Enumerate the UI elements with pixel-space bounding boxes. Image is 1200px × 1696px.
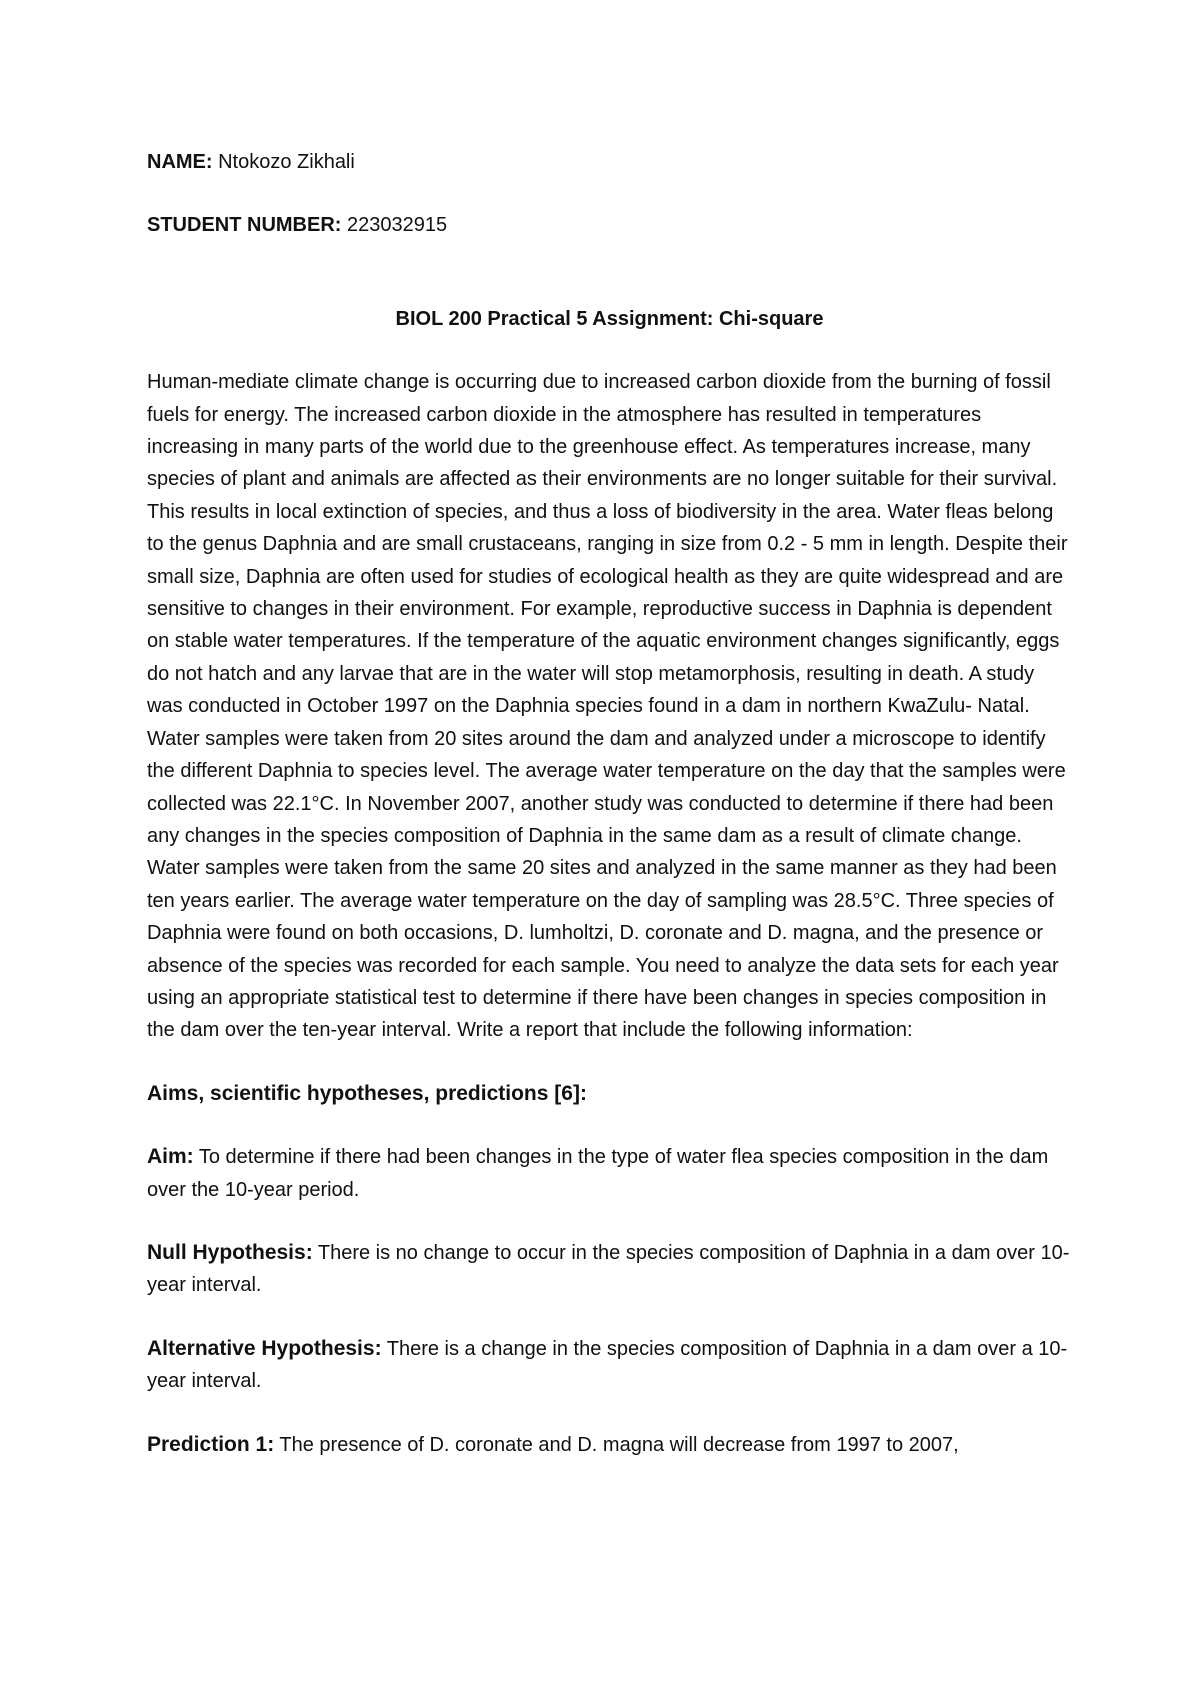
aim-paragraph [147, 1141, 1072, 1206]
aim-label: Aim: [147, 1145, 194, 1169]
aim-text: To determine if there had been changes in the type of water flea species composition in the dam over the 10-year period. [147, 1146, 1049, 1201]
student-number-line [147, 209, 1072, 241]
document-title: BIOL 200 Practical 5 Assignment: Chi-square [395, 307, 824, 330]
prediction-1-paragraph [147, 1429, 1072, 1461]
null-hypothesis-paragraph [147, 1237, 1072, 1302]
document-body [147, 146, 1072, 1492]
alternative-hypothesis-label: Alternative Hypothesis: [147, 1336, 382, 1360]
null-hypothesis-text: There is no change to occur in the species composition of Daphnia in a dam over 10-year interval. [147, 1241, 1070, 1297]
name-value: Ntokozo Zikhali [212, 151, 355, 173]
student-number-value: 223032915 [341, 214, 448, 237]
prediction-1-text: The presence of D. coronate and D. magna will decrease from 1997 to 2007, [274, 1433, 959, 1456]
name-line [147, 146, 1072, 178]
name-label: NAME: [147, 151, 213, 173]
alternative-hypothesis-paragraph [147, 1333, 1072, 1398]
prediction-1-label: Prediction 1: [147, 1432, 275, 1456]
intro-paragraph: Human-mediate climate change is occurring due to increased carbon dioxide from the burning of fossil fuels for energy. The increased carbon dioxide in the atmosphere has resulted in temperatures increasing in many parts of the world due to the greenhouse effect. As temperatures increase, many species of plant and animals are affected as their environments are no longer suitable for their survival. This results in local extinction of species, and thus a loss of biodiversity in the area. Water fleas belong to the genus Daphnia and are small crustaceans, ranging in size from 0.2 - 5 mm in length. Despite their small size, Daphnia are often used for studies of ecological health as they are quite widespread and are sensitive to changes in their environment. For example, reproductive success in Daphnia is dependent on stable water temperatures. If the temperature of the aquatic environment changes significantly, eggs do not hatch and any larvae that are in the water will stop metamorphosis, resulting in death. A study was conducted in October 1997 on the Daphnia species found in a dam in northern KwaZulu- Natal. Water samples were taken from 20 sites around the dam and analyzed under a microscope to identify the different Daphnia to species level. The average water temperature on the day that the samples were collected was 22.1°C. In November 2007, another study was conducted to determine if there had been any changes in the species composition of Daphnia in the same dam as a result of climate change. Water samples were taken from the same 20 sites and analyzed in the same manner as they had been ten years earlier. The average water temperature on the day of sampling was 28.5°C. Three species of Daphnia were found on both occasions, D. lumholtzi, D. coronate and D. magna, and the presence or absence of the species was recorded for each sample. You need to analyze the data sets for each year using an appropriate statistical test to determine if there have been changes in species composition in the dam over the ten-year interval. Write a report that include the following information: [147, 371, 1068, 1042]
section-heading: Aims, scientific hypotheses, predictions [6]: [147, 1081, 587, 1105]
student-number-label: STUDENT NUMBER: [147, 214, 342, 237]
alternative-hypothesis-text: There is a change in the species composition of Daphnia in a dam over a 10-year interval. [147, 1337, 1068, 1393]
null-hypothesis-label: Null Hypothesis: [147, 1240, 313, 1264]
